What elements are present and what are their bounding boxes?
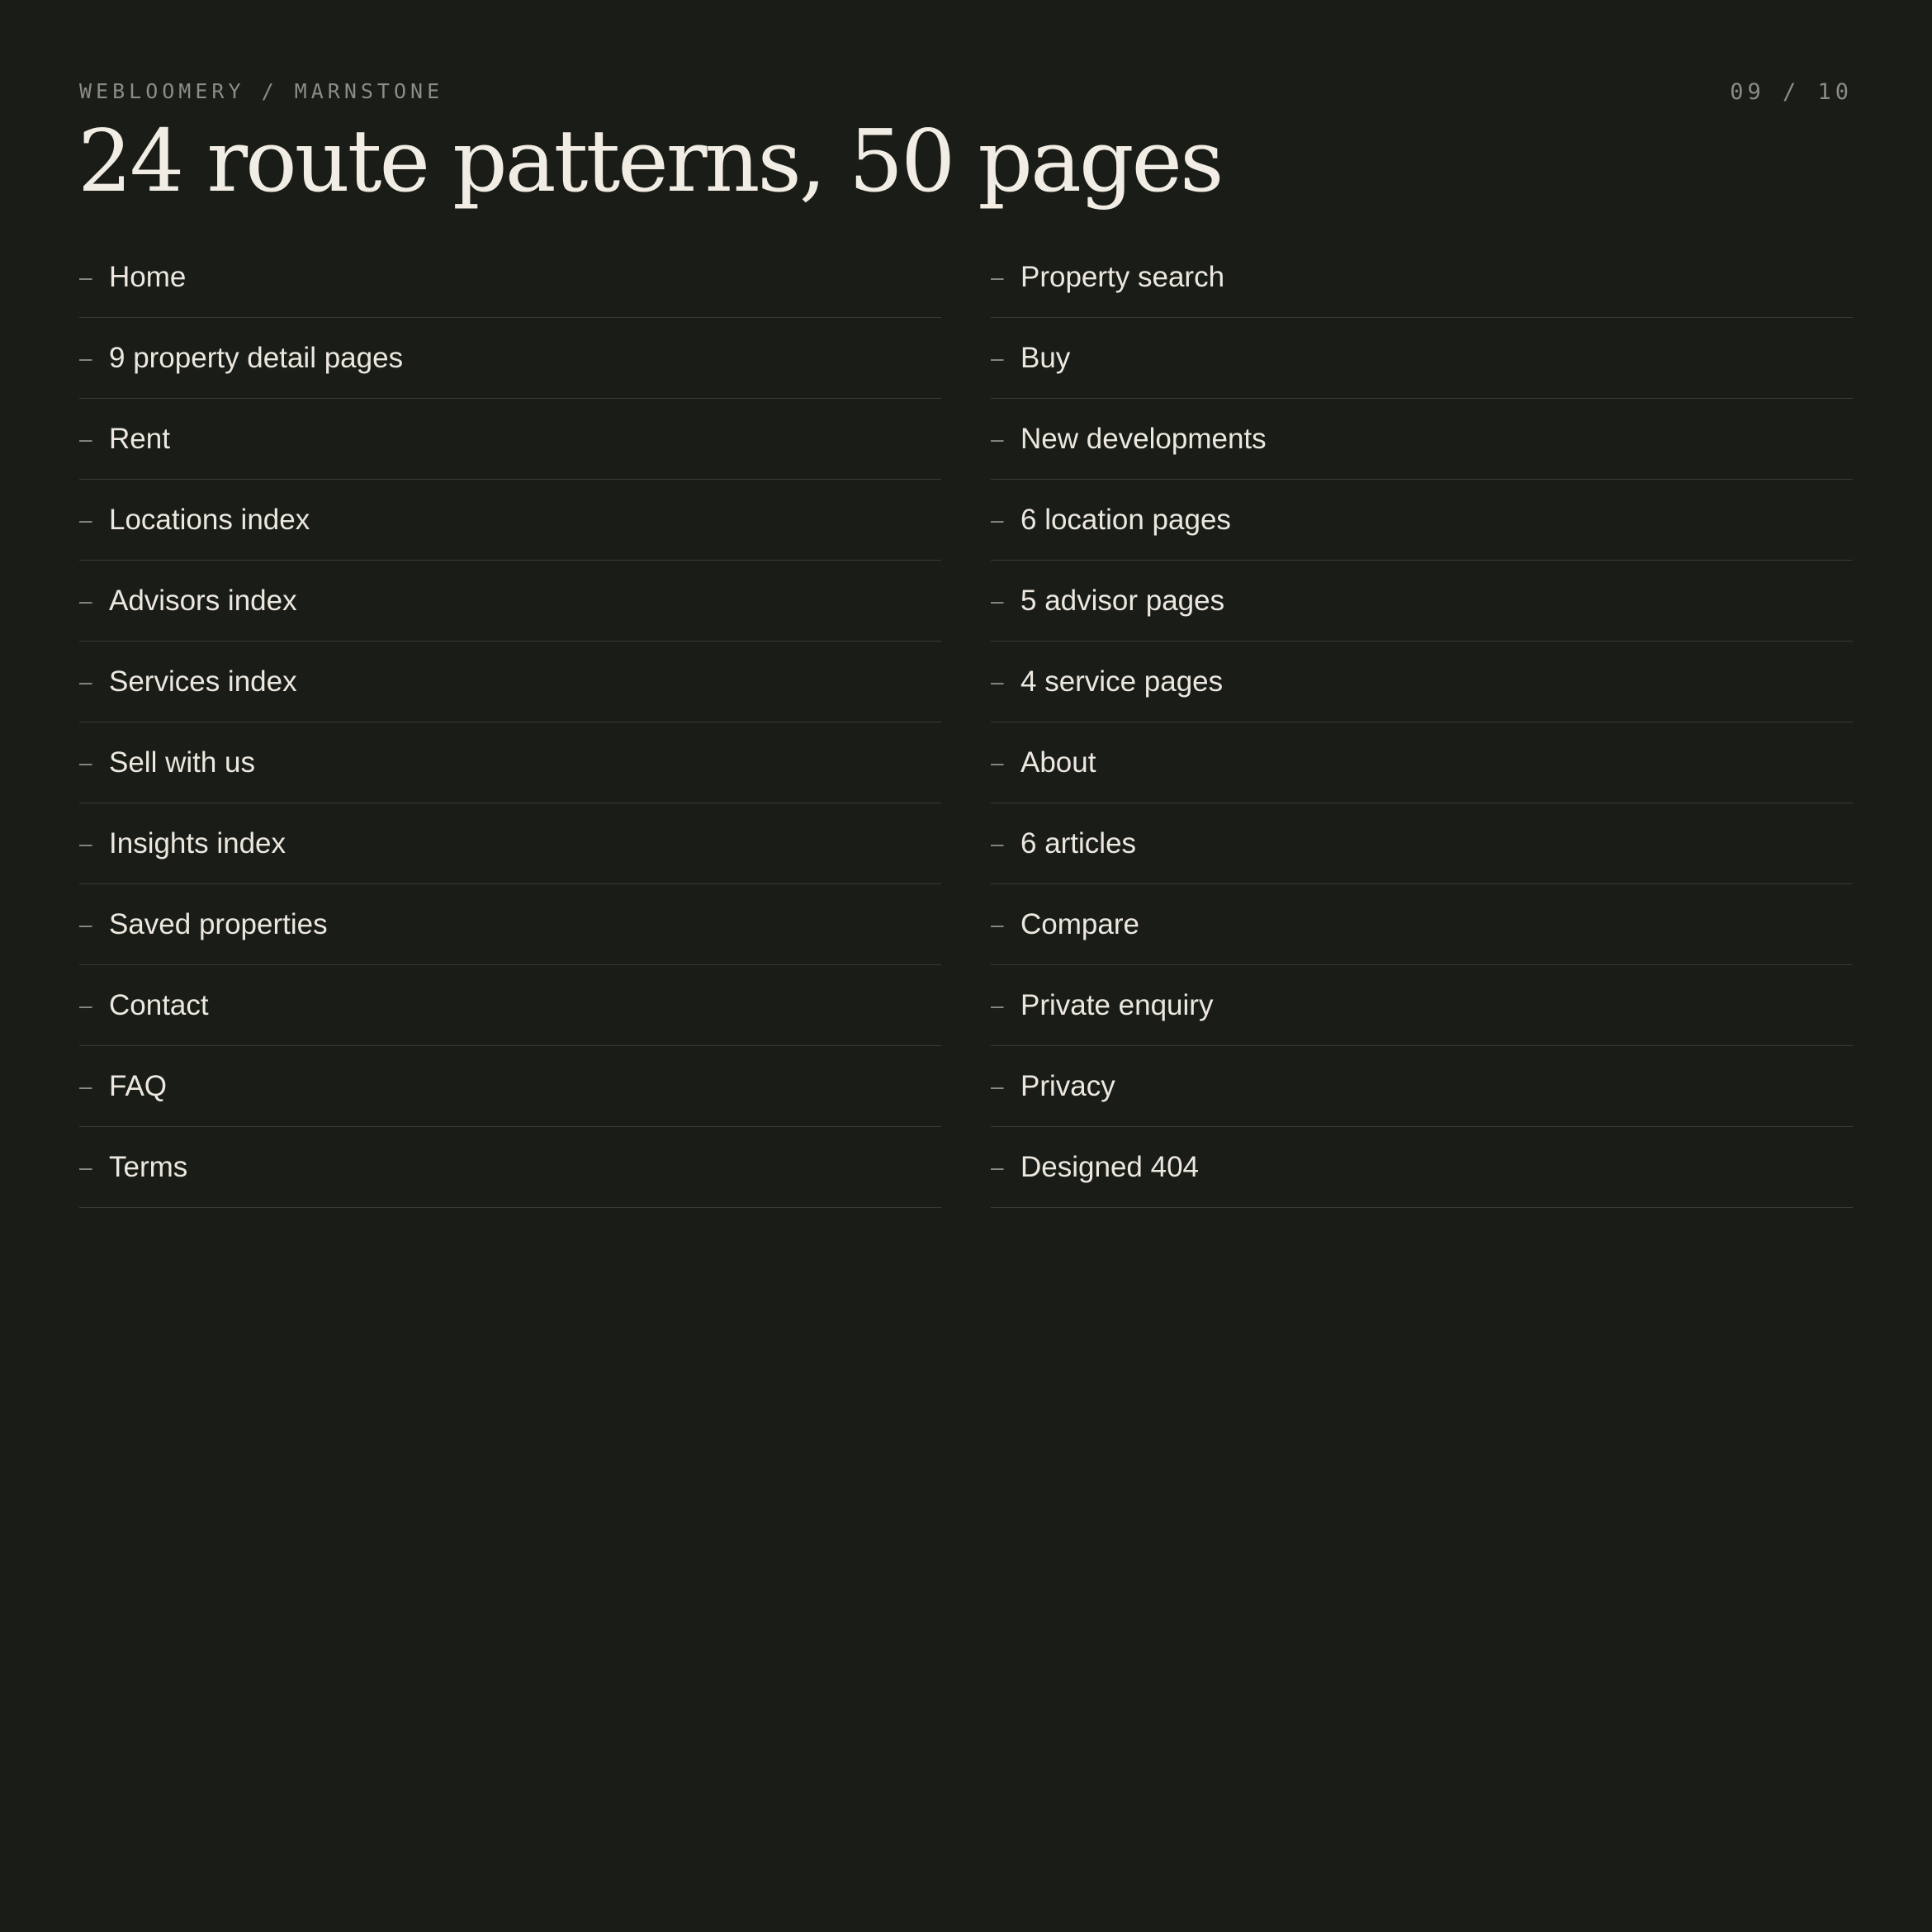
dash-marker-icon: –	[991, 587, 1004, 613]
route-item	[79, 642, 941, 722]
route-item	[991, 237, 1853, 318]
dash-marker-icon: –	[79, 911, 92, 937]
route-label: Private enquiry	[1020, 988, 1214, 1021]
route-item	[991, 1127, 1853, 1208]
route-label: About	[1020, 746, 1096, 779]
route-item	[991, 803, 1853, 884]
dash-marker-icon: –	[79, 749, 92, 775]
route-list-left	[79, 237, 941, 1208]
route-label: 6 location pages	[1020, 503, 1231, 536]
dash-marker-icon: –	[991, 911, 1004, 937]
route-item	[991, 399, 1853, 480]
route-label: 4 service pages	[1020, 665, 1224, 698]
dash-marker-icon: –	[991, 1153, 1004, 1180]
route-label: Terms	[109, 1150, 188, 1183]
route-label: Locations index	[109, 503, 310, 536]
dash-marker-icon: –	[991, 344, 1004, 371]
route-label: Services index	[109, 665, 297, 698]
dash-marker-icon: –	[79, 1073, 92, 1099]
route-item	[991, 561, 1853, 642]
dash-marker-icon: –	[79, 344, 92, 371]
route-item	[79, 722, 941, 803]
top-bar	[79, 79, 1853, 107]
dash-marker-icon: –	[991, 749, 1004, 775]
route-item	[991, 480, 1853, 561]
route-label: Saved properties	[109, 907, 328, 940]
route-label: 5 advisor pages	[1020, 584, 1225, 617]
route-label: Sell with us	[109, 746, 256, 779]
route-item	[79, 884, 941, 965]
route-item	[79, 561, 941, 642]
route-item	[991, 318, 1853, 399]
route-label: Rent	[109, 422, 170, 455]
route-item	[79, 1127, 941, 1208]
dash-marker-icon: –	[991, 506, 1004, 533]
route-item	[79, 237, 941, 318]
breadcrumb: WEBLOOMERY / MARNSTONE	[79, 79, 444, 103]
route-item	[79, 1046, 941, 1127]
dash-marker-icon: –	[991, 263, 1004, 290]
page-counter: 09 / 10	[1730, 79, 1853, 105]
route-label: Property search	[1020, 260, 1225, 293]
dash-marker-icon: –	[79, 587, 92, 613]
route-label: Insights index	[109, 826, 286, 859]
dash-marker-icon: –	[79, 263, 92, 290]
page-title: 24 route patterns, 50 pages	[78, 111, 1222, 211]
route-label: Privacy	[1020, 1069, 1115, 1102]
dash-marker-icon: –	[991, 1073, 1004, 1099]
route-label: 6 articles	[1020, 826, 1137, 859]
dash-marker-icon: –	[991, 992, 1004, 1018]
route-item	[79, 399, 941, 480]
dash-marker-icon: –	[79, 1153, 92, 1180]
route-item	[991, 965, 1853, 1046]
dash-marker-icon: –	[991, 668, 1004, 694]
route-label: Designed 404	[1020, 1150, 1199, 1183]
route-item	[991, 642, 1853, 722]
dash-marker-icon: –	[79, 425, 92, 452]
route-label: Buy	[1020, 341, 1071, 374]
route-list-right	[991, 237, 1853, 1208]
dash-marker-icon: –	[79, 668, 92, 694]
route-label: Home	[109, 260, 187, 293]
dash-marker-icon: –	[79, 830, 92, 856]
route-item	[991, 722, 1853, 803]
route-label: New developments	[1020, 422, 1267, 455]
dash-marker-icon: –	[79, 506, 92, 533]
route-item	[79, 965, 941, 1046]
route-label: Advisors index	[109, 584, 297, 617]
route-columns	[79, 237, 1853, 1208]
route-label: Compare	[1020, 907, 1139, 940]
route-item	[79, 480, 941, 561]
route-item	[79, 318, 941, 399]
route-item	[991, 884, 1853, 965]
route-label: 9 property detail pages	[109, 341, 404, 374]
route-item	[79, 803, 941, 884]
route-label: Contact	[109, 988, 209, 1021]
route-label: FAQ	[109, 1069, 168, 1102]
dash-marker-icon: –	[79, 992, 92, 1018]
dash-marker-icon: –	[991, 425, 1004, 452]
dash-marker-icon: –	[991, 830, 1004, 856]
route-item	[991, 1046, 1853, 1127]
